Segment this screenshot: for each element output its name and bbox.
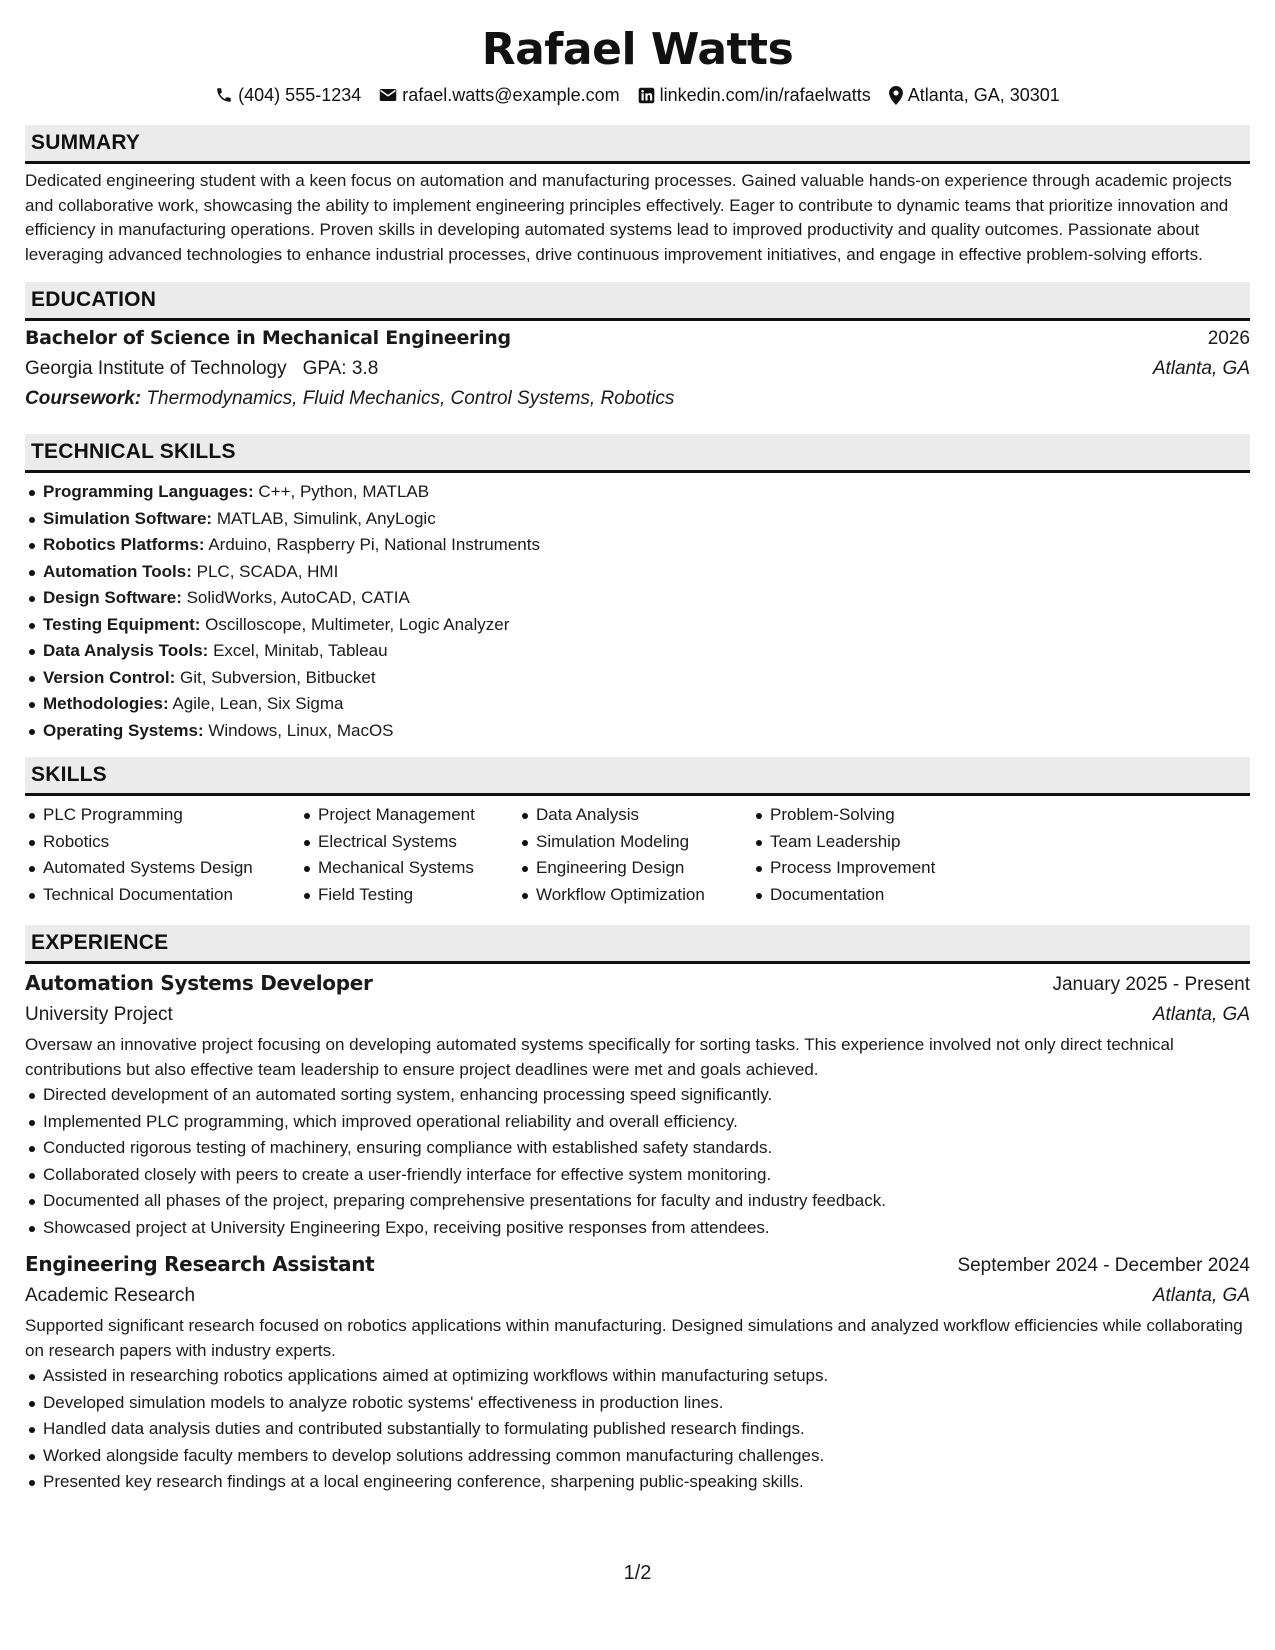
job-entry bbox=[25, 1241, 1250, 1496]
job-summary: Supported significant research focused on robotics applications within manufacturing. Designed simulations and analyzed workflow efficiencies while collaborating on research papers with industry experts. bbox=[25, 1316, 1243, 1360]
list-item: Worked alongside faculty members to develop solutions addressing common manufacturing challenges. bbox=[43, 1443, 1250, 1470]
list-item: Showcased project at University Engineering Expo, receiving positive responses from attendees. bbox=[43, 1215, 1250, 1242]
graduation-year: 2026 bbox=[1207, 328, 1250, 349]
section-heading-experience: EXPERIENCE bbox=[25, 925, 1250, 964]
map-pin-icon bbox=[889, 86, 903, 105]
section-heading-summary: SUMMARY bbox=[25, 125, 1250, 164]
skills-grid bbox=[25, 796, 1250, 908]
technical-skills-section bbox=[25, 434, 1250, 744]
job-title: Engineering Research Assistant bbox=[25, 1252, 375, 1276]
section-heading-technical-skills: TECHNICAL SKILLS bbox=[25, 434, 1250, 473]
list-item: Team Leadership bbox=[770, 829, 1020, 856]
job-location: Atlanta, GA bbox=[1152, 1285, 1250, 1306]
job-summary: Oversaw an innovative project focusing on developing automated systems specifically for sorting tasks. This experience involved not only direct technical contributions but also effective team leadership to ensure project deadlines were met and goals achieved. bbox=[25, 1035, 1174, 1079]
list-item: PLC Programming bbox=[43, 802, 300, 829]
list-item: Robotics bbox=[43, 829, 300, 856]
skills-column bbox=[300, 802, 518, 908]
skills-column bbox=[25, 802, 300, 908]
education-section bbox=[25, 282, 1250, 414]
list-item: Technical Documentation bbox=[43, 882, 300, 909]
coursework-line bbox=[25, 384, 1250, 414]
skills-column bbox=[752, 802, 1020, 908]
list-item: Simulation Modeling bbox=[536, 829, 752, 856]
school-line bbox=[25, 354, 378, 384]
resume-page bbox=[25, 0, 1250, 1496]
list-item: Programming Languages: C++, Python, MATLAB bbox=[43, 479, 1250, 506]
job-title: Automation Systems Developer bbox=[25, 971, 373, 995]
school-location: Atlanta, GA bbox=[1152, 358, 1250, 379]
list-item: Process Improvement bbox=[770, 855, 1020, 882]
list-item: Data Analysis bbox=[536, 802, 752, 829]
coursework-label: Coursework: bbox=[25, 388, 142, 409]
coursework-list: Thermodynamics, Fluid Mechanics, Control Systems, Robotics bbox=[146, 388, 675, 409]
list-item: Conducted rigorous testing of machinery, ensuring compliance with established safety standards. bbox=[43, 1135, 1250, 1162]
list-item: Problem-Solving bbox=[770, 802, 1020, 829]
list-item: Directed development of an automated sorting system, enhancing processing speed significantly. bbox=[43, 1082, 1250, 1109]
envelope-icon bbox=[379, 87, 397, 103]
job-dates: September 2024 - December 2024 bbox=[957, 1255, 1250, 1276]
contact-phone bbox=[215, 82, 361, 108]
list-item: Collaborated closely with peers to create a user-friendly interface for effective system monitoring. bbox=[43, 1162, 1250, 1189]
list-item: Data Analysis Tools: Excel, Minitab, Tableau bbox=[43, 638, 1250, 665]
job-dates: January 2025 - Present bbox=[1052, 974, 1250, 995]
summary-text: Dedicated engineering student with a keen focus on automation and manufacturing processes. Gained valuable hands-on experience through academic projects and collaborative work, showcasing the ability to implement engineering principles effectively. Eager to contribute to dynamic teams that prioritize innovation and efficiency in manufacturing operations. Proven skills in developing automated systems lead to improved productivity and quality outcomes. Passionate about leveraging advanced technologies to enhance industrial processes, drive continuous improvement initiatives, and engage in effective problem-solving efforts. bbox=[25, 171, 1232, 264]
list-item: Assisted in researching robotics applications aimed at optimizing workflows within manufacturing setups. bbox=[43, 1363, 1250, 1390]
job-location: Atlanta, GA bbox=[1152, 1004, 1250, 1025]
contact-bar bbox=[25, 82, 1250, 108]
phone-text: (404) 555-1234 bbox=[238, 85, 362, 105]
list-item: Implemented PLC programming, which improved operational reliability and overall efficiency. bbox=[43, 1109, 1250, 1136]
page-number: 1/2 bbox=[623, 1562, 652, 1584]
technical-skills-list bbox=[25, 473, 1250, 744]
linkedin-link[interactable]: linkedin.com/in/rafaelwatts bbox=[659, 85, 871, 105]
email-link[interactable]: rafael.watts@example.com bbox=[402, 85, 620, 105]
job-org: University Project bbox=[25, 1004, 173, 1025]
linkedin-icon bbox=[638, 87, 655, 104]
skills-section bbox=[25, 757, 1250, 908]
list-item: Testing Equipment: Oscilloscope, Multimeter, Logic Analyzer bbox=[43, 612, 1250, 639]
degree-title: Bachelor of Science in Mechanical Engineering bbox=[25, 327, 511, 349]
list-item: Electrical Systems bbox=[318, 829, 518, 856]
contact-location bbox=[889, 82, 1060, 108]
summary-section bbox=[25, 125, 1250, 267]
location-text: Atlanta, GA, 30301 bbox=[907, 85, 1060, 105]
list-item: Methodologies: Agile, Lean, Six Sigma bbox=[43, 691, 1250, 718]
list-item: Field Testing bbox=[318, 882, 518, 909]
job-bullets bbox=[25, 1082, 1250, 1241]
gpa: GPA: 3.8 bbox=[302, 358, 379, 379]
list-item: Presented key research findings at a local engineering conference, sharpening public-speaking skills. bbox=[43, 1469, 1250, 1496]
list-item: Documentation bbox=[770, 882, 1020, 909]
job-entry bbox=[25, 964, 1250, 1241]
list-item: Project Management bbox=[318, 802, 518, 829]
list-item: Version Control: Git, Subversion, Bitbucket bbox=[43, 665, 1250, 692]
section-heading-skills: SKILLS bbox=[25, 757, 1250, 796]
contact-linkedin[interactable] bbox=[638, 82, 871, 108]
contact-email[interactable] bbox=[379, 82, 619, 108]
candidate-name: Rafael Watts bbox=[481, 24, 794, 75]
list-item: Automated Systems Design bbox=[43, 855, 300, 882]
list-item: Robotics Platforms: Arduino, Raspberry Pi, National Instruments bbox=[43, 532, 1250, 559]
list-item: Workflow Optimization bbox=[536, 882, 752, 909]
job-org: Academic Research bbox=[25, 1285, 196, 1306]
list-item: Handled data analysis duties and contributed substantially to formulating published research findings. bbox=[43, 1416, 1250, 1443]
job-bullets bbox=[25, 1363, 1250, 1496]
list-item: Developed simulation models to analyze robotic systems' effectiveness in production lines. bbox=[43, 1390, 1250, 1417]
list-item: Automation Tools: PLC, SCADA, HMI bbox=[43, 559, 1250, 586]
list-item: Mechanical Systems bbox=[318, 855, 518, 882]
experience-section bbox=[25, 925, 1250, 1496]
list-item: Engineering Design bbox=[536, 855, 752, 882]
phone-icon bbox=[215, 86, 233, 104]
list-item: Design Software: SolidWorks, AutoCAD, CATIA bbox=[43, 585, 1250, 612]
list-item: Documented all phases of the project, preparing comprehensive presentations for faculty and industry feedback. bbox=[43, 1188, 1250, 1215]
list-item: Simulation Software: MATLAB, Simulink, AnyLogic bbox=[43, 506, 1250, 533]
section-heading-education: EDUCATION bbox=[25, 282, 1250, 321]
list-item: Operating Systems: Windows, Linux, MacOS bbox=[43, 718, 1250, 745]
school-name: Georgia Institute of Technology bbox=[25, 358, 287, 379]
skills-column bbox=[518, 802, 752, 908]
